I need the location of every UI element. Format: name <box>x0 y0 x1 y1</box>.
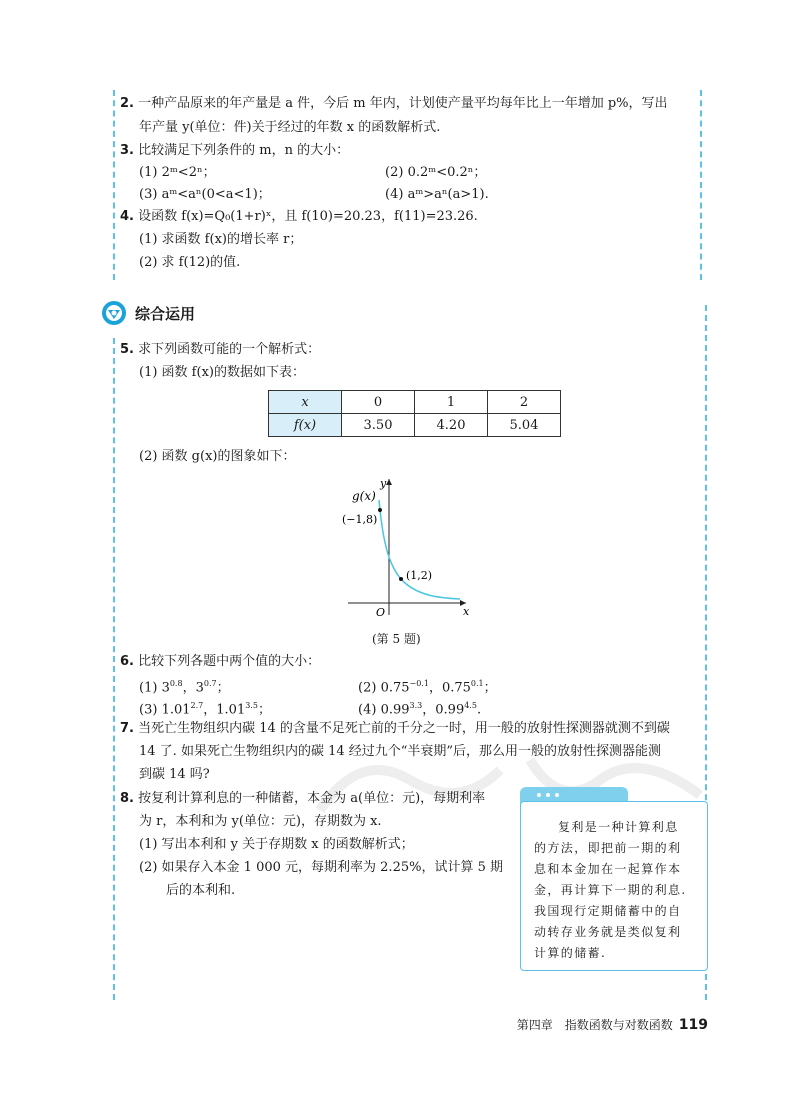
power-base: 0.99 <box>435 702 465 718</box>
item-label: (2) <box>358 680 377 696</box>
item-label: (4) <box>385 187 404 202</box>
problem-2-line-1 <box>120 94 668 114</box>
problem-number: 6. <box>120 654 134 669</box>
problem-6-item-3: (3) $1.01^{2.7}$，$1.01^{3.5}$； <box>139 701 271 718</box>
item-text: 0.2ᵐ<0.2ⁿ； <box>407 165 487 180</box>
power-exponent: 2.7 <box>190 701 204 710</box>
item-label: (3) <box>139 187 158 202</box>
section-title: 综合运用 <box>135 304 196 323</box>
note-text <box>534 817 696 964</box>
function-table <box>268 390 561 437</box>
note-line: 计算的储蓄. <box>534 946 607 960</box>
punctuation: ； <box>257 702 271 718</box>
item-label: (3) <box>139 702 158 718</box>
problem-text: 年产量 y(单位：件)关于经过的年数 x 的函数解析式. <box>139 120 441 135</box>
note-line: 动转存业务就是类似复利 <box>534 925 682 939</box>
problem-3-item-2 <box>385 163 486 183</box>
problem-8-item-2-cont: 后的本利和. <box>166 883 236 898</box>
page-footer <box>517 1016 708 1033</box>
power-base: 1.01 <box>161 702 191 718</box>
table-cell: f(x) <box>269 414 342 437</box>
left-margin-rule <box>113 90 115 280</box>
problem-text: 比较下列各题中两个值的大小： <box>138 654 321 669</box>
point-1-label: (−1,8) <box>342 513 378 526</box>
problem-7-line-3: 到碳 14 吗? <box>139 767 210 782</box>
table-cell: 2 <box>488 391 561 414</box>
power-base: 0.75 <box>441 680 471 696</box>
power-exponent: 4.5 <box>464 701 477 710</box>
item-label: (1) <box>139 165 158 180</box>
side-note <box>520 787 708 970</box>
problem-number: 3. <box>120 143 134 158</box>
item-text: aᵐ<aⁿ(0<a<1)； <box>161 187 271 202</box>
problem-4-item-1: (1) 求函数 f(x)的增长率 r； <box>139 232 303 247</box>
power-base: 1.01 <box>216 702 246 718</box>
problem-8-item-1: (1) 写出本利和 y 关于存期数 x 的函数解析式； <box>139 837 414 852</box>
problem-5-line <box>120 340 320 360</box>
table-cell: 0 <box>342 391 415 414</box>
problem-text: 求下列函数可能的一个解析式： <box>138 342 321 357</box>
problem-4-item-2: (2) 求 f(12)的值. <box>139 255 241 270</box>
item-label: (2) <box>385 165 404 180</box>
problem-6-item-4: (4) $0.99^{3.3}$，$0.99^{4.5}$. <box>358 701 482 718</box>
point-1 <box>378 508 382 512</box>
origin-label: O <box>376 606 386 619</box>
problem-7-line-2: 14 了. 如果死亡生物组织内的碳 14 经过九个“半衰期”后，那么用一般的放射性探测器能测 <box>139 744 662 759</box>
problem-3-item-4 <box>385 185 489 205</box>
page-number: 119 <box>678 1017 708 1033</box>
problem-number: 7. <box>120 721 134 736</box>
problem-text: 按复利计算利息的一种储蓄，本金为 a(单位：元)，每期利率 <box>138 791 486 806</box>
problem-3-item-3 <box>139 185 271 205</box>
problem-3-item-1 <box>139 163 216 183</box>
problem-8-line-1 <box>120 789 485 809</box>
function-label: g(x) <box>352 489 376 503</box>
target-icon <box>101 300 127 326</box>
item-text: aᵐ>aⁿ(a>1). <box>407 187 489 202</box>
table-cell: 3.50 <box>342 414 415 437</box>
power-base: 3 <box>195 680 204 696</box>
problem-number: 8. <box>120 791 134 806</box>
note-line: 复利是一种计算利息 <box>558 820 679 834</box>
function-curve <box>379 500 460 599</box>
punctuation: . <box>476 702 482 718</box>
section-header <box>101 300 195 326</box>
note-line: 金，再计算下一期的利息. <box>534 883 687 897</box>
power-base: 0.99 <box>380 702 410 718</box>
problem-text: 比较满足下列条件的 m，n 的大小： <box>138 143 350 158</box>
problem-text: 一种产品原来的年产量是 a 件，今后 m 年内，计划使产量平均每年比上一年增加 p%，写出 <box>138 96 668 111</box>
problem-5-item-2: (2) 函数 g(x)的图象如下： <box>139 449 296 464</box>
power-exponent: 0.8 <box>169 679 183 688</box>
note-line: 的方法，即把前一期的利 <box>534 841 682 855</box>
power-exponent: 0.7 <box>203 679 217 688</box>
note-line: 息和本金加在一起算作本 <box>534 862 682 876</box>
problem-3-line <box>120 141 349 161</box>
power-base: 3 <box>161 680 170 696</box>
power-exponent: 0.1 <box>470 679 484 688</box>
power-base: 0.75 <box>380 680 410 696</box>
problem-number: 2. <box>120 96 134 111</box>
item-label: (4) <box>358 702 377 718</box>
right-margin-rule <box>700 90 702 280</box>
power-exponent: 3.3 <box>409 701 423 710</box>
problem-8-item-2: (2) 如果存入本金 1 000 元，每期利率为 2.25%，试计算 5 期 <box>139 860 503 875</box>
power-exponent: −0.1 <box>409 679 429 688</box>
problem-7-line-1 <box>120 719 670 739</box>
left-margin-rule <box>113 338 115 1000</box>
point-2-label: (1,2) <box>406 569 433 582</box>
problem-5-item-1: (1) 函数 f(x)的数据如下表： <box>139 365 305 380</box>
item-label: (1) <box>139 680 158 696</box>
figure-caption: (第 5 题) <box>372 632 421 646</box>
problem-6-item-2: (2) $0.75^{-0.1}$，$0.75^{0.1}$； <box>358 679 497 696</box>
item-text: 2ᵐ<2ⁿ； <box>161 165 216 180</box>
problem-text: 当死亡生物组织内碳 14 的含量不足死亡前的千分之一时，用一般的放射性探测器就测不到碳 <box>138 721 670 736</box>
x-axis-label: x <box>463 605 470 618</box>
table-cell: 1 <box>415 391 488 414</box>
function-graph <box>330 475 480 625</box>
problem-6-item-1: (1) $3^{0.8}$，$3^{0.7}$； <box>139 679 230 696</box>
note-dots-decoration <box>534 790 604 800</box>
problem-number: 4. <box>120 209 134 224</box>
problem-4-line <box>120 207 478 227</box>
y-axis-label: y <box>380 477 387 490</box>
y-axis-arrow <box>386 479 392 485</box>
problem-6-line <box>120 652 320 672</box>
problem-number: 5. <box>120 342 134 357</box>
point-2 <box>399 577 403 581</box>
chapter-title: 第四章 指数函数与对数函数 <box>516 1018 673 1032</box>
problem-2-line-2 <box>139 118 440 138</box>
power-exponent: 3.5 <box>245 701 258 710</box>
problem-8-line-2: 为 r，本利和为 y(单位：元)，存期数为 x. <box>139 814 382 829</box>
table-cell: 5.04 <box>488 414 561 437</box>
table-row <box>269 414 561 437</box>
table-cell: x <box>269 391 342 414</box>
punctuation: ； <box>483 680 497 696</box>
note-line: 我国现行定期储蓄中的自 <box>534 904 682 918</box>
problem-text: 设函数 f(x)=Q₀(1+r)ˣ，且 f(10)=20.23，f(11)=23.26. <box>138 209 478 224</box>
table-row <box>269 391 561 414</box>
table-cell: 4.20 <box>415 414 488 437</box>
punctuation: ； <box>216 680 230 696</box>
